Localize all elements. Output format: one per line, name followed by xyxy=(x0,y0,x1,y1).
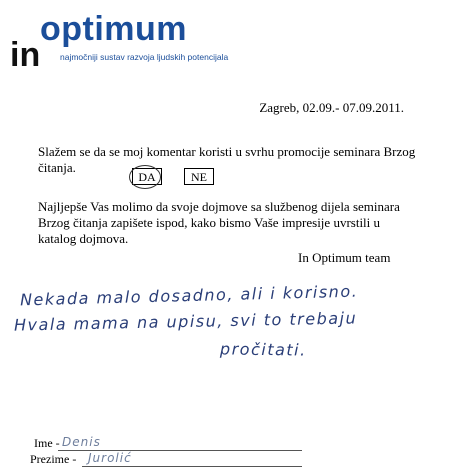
surname-field-value[interactable]: Jurolić xyxy=(88,451,132,465)
surname-underline xyxy=(82,466,302,467)
handwritten-comment-line: pročitati. xyxy=(219,339,307,360)
instruction-paragraph: Najljepše Vas molimo da svoje dojmove sa službenog dijela seminara Brzog čitanja zapišete ispod, kako bismo Vaše impresije uvrstili u katalog dojmova. xyxy=(38,199,400,246)
no-option-label: NE xyxy=(191,170,207,184)
name-field-value[interactable]: Denis xyxy=(62,435,101,449)
handwritten-comment-line: Hvala mama na upisu, svi to trebaju xyxy=(13,308,358,335)
company-logo xyxy=(10,10,240,76)
logo-name: optimum xyxy=(40,10,188,48)
no-option-box[interactable] xyxy=(184,168,214,185)
name-label: Ime - xyxy=(34,436,60,450)
yes-option-box[interactable] xyxy=(132,168,162,185)
logo-prefix: in xyxy=(10,36,41,74)
yes-option-label: DA xyxy=(138,170,156,184)
handwritten-comment-line: Nekada malo dosadno, ali i korisno. xyxy=(19,281,359,310)
logo-tagline: najmočniji sustav razvoja ljudskih potencijala xyxy=(60,52,229,62)
team-signature: In Optimum team xyxy=(298,250,391,265)
date-place-line: Zagreb, 02.09.- 07.09.2011. xyxy=(259,100,404,115)
consent-statement: Slažem se da se moj komentar koristi u svrhu promocije seminara Brzog čitanja. xyxy=(38,144,416,175)
surname-label: Prezime - xyxy=(30,452,77,466)
selected-circle-mark xyxy=(129,165,161,189)
